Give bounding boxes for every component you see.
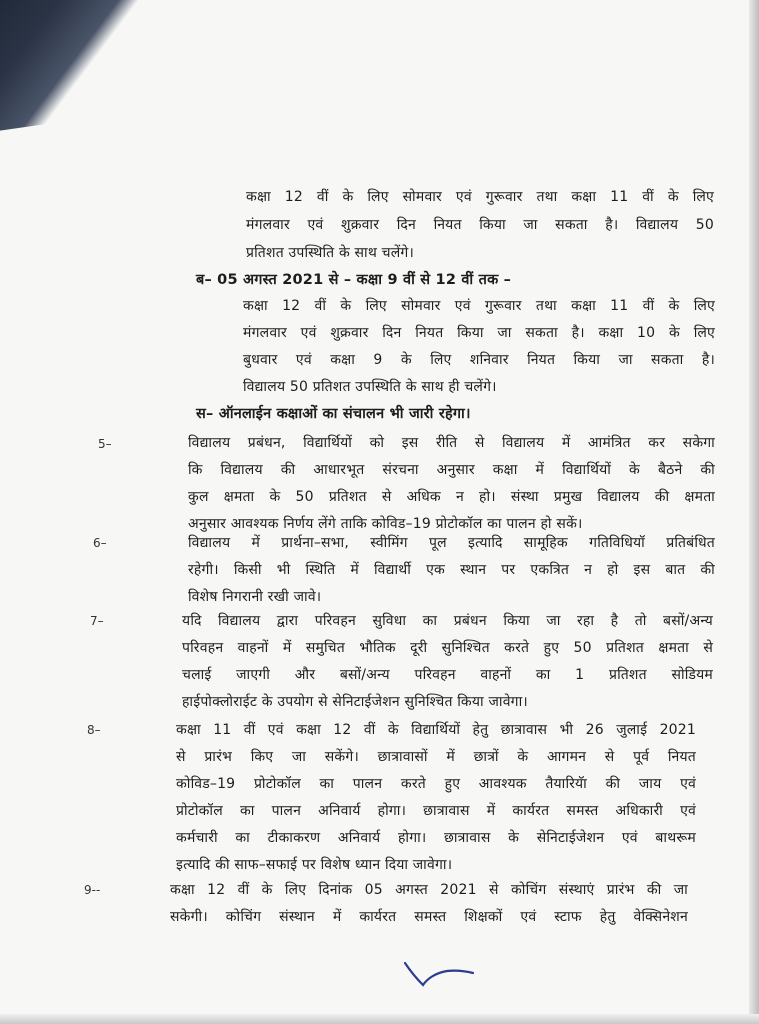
text-line: अनुसार आवश्यक निर्णय लेंगे ताकि कोविड–19 प्रोटोकॉल का पालन हो सकें। bbox=[188, 516, 583, 532]
text-line: बुधवार एवं कक्षा 9 के लिए शनिवार नियत किया जा सकता है। bbox=[243, 352, 715, 368]
text-line: विशेष निगरानी रखी जावे। bbox=[188, 589, 322, 605]
text-line: प्रतिशत उपस्थिति के साथ चलेंगे। bbox=[246, 245, 414, 261]
text-line: कि विद्यालय की आधारभूत संरचना अनुसार कक्षा में विद्यार्थियों के बैठने की bbox=[188, 462, 715, 478]
text-line: मंगलवार एवं शुक्रवार दिन नियत किया जा सकता है। विद्यालय 50 bbox=[246, 217, 714, 233]
page-edge-right bbox=[749, 0, 759, 1024]
text-line: चलाई जाएगी और बसों/अन्य परिवहन वाहनों का 1 प्रतिशत सोडियम bbox=[182, 667, 713, 683]
text-line: कक्षा 12 वीं के लिए सोमवार एवं गुरूवार तथा कक्षा 11 वीं के लिए bbox=[246, 189, 714, 205]
section-heading-b: ब– 05 अगस्त 2021 से – कक्षा 9 वीं से 12 वीं तक – bbox=[196, 272, 512, 288]
text-line: कक्षा 11 वीं एवं कक्षा 12 वीं के विद्यार्थियों हेतु छात्रावास भी 26 जुलाई 2021 bbox=[176, 722, 696, 738]
text-line: मंगलवार एवं शुक्रवार दिन नियत किया जा सकता है। कक्षा 10 के लिए bbox=[243, 325, 715, 341]
text-line: हाईपोक्लोराईट के उपयोग से सेनिटाईजेशन सुनिश्चित किया जावेगा। bbox=[182, 694, 528, 710]
text-line: प्रोटोकॉल का पालन अनिवार्य होगा। छात्रावास में कार्यरत समस्त अधिकारी एवं bbox=[176, 803, 696, 819]
text-line: कक्षा 12 वीं के लिए सोमवार एवं गुरूवार तथा कक्षा 11 वीं के लिए bbox=[243, 298, 715, 314]
text-line: कक्षा 12 वीं के लिए दिनांक 05 अगस्त 2021 से कोचिंग संस्थाएं प्रारंभ की जा bbox=[170, 882, 688, 898]
text-line: से प्रारंभ किए जा सकेंगे। छात्रावासों में छात्रों के आगमन से पूर्व नियत bbox=[176, 749, 696, 765]
item-number: 9-- bbox=[84, 883, 101, 897]
text-line: परिवहन वाहनों में समुचित भौतिक दूरी सुनिश्चित करते हुए 50 प्रतिशत क्षमता से bbox=[182, 640, 713, 656]
item-number: 5– bbox=[98, 437, 112, 451]
item-number: 6– bbox=[93, 536, 107, 550]
text-line: विद्यालय 50 प्रतिशत उपस्थिति के साथ ही चलेंगे। bbox=[243, 379, 497, 395]
page-edge-bottom bbox=[0, 1014, 759, 1024]
scan-shadow-corner bbox=[0, 0, 170, 132]
text-line: सकेगी। कोचिंग संस्थान में कार्यरत समस्त शिक्षकों एवं स्टाफ हेतु वेक्सिनेशन bbox=[170, 909, 688, 925]
text-line: यदि विद्यालय द्वारा परिवहन सुविधा का प्रबंधन किया जा रहा है तो बसों/अन्य bbox=[182, 613, 713, 629]
item-number: 7– bbox=[90, 614, 104, 628]
item-number: 8– bbox=[87, 723, 101, 737]
text-line: इत्यादि की साफ–सफाई पर विशेष ध्यान दिया जावेगा। bbox=[176, 857, 453, 873]
text-line: कोविड–19 प्रोटोकॉल का पालन करते हुए आवश्यक तैयारियॅा की जाय एवं bbox=[176, 776, 696, 792]
text-line: कुल क्षमता के 50 प्रतिशत से अधिक न हो। संस्था प्रमुख विद्यालय की क्षमता bbox=[188, 489, 715, 505]
text-line: कर्मचारी का टीकाकरण अनिवार्य होगा। छात्रावास के सेनिटाईजेशन एवं बाथरूम bbox=[176, 830, 696, 846]
text-line: विद्यालय प्रबंधन, विद्यार्थियों को इस रीति से विद्यालय में आमंत्रित कर सकेगा bbox=[188, 435, 715, 451]
section-heading-s: स– ऑनलाईन कक्षाओं का संचालन भी जारी रहेगा। bbox=[196, 406, 471, 422]
text-line: विद्यालय में प्रार्थना–सभा, स्वीमिंग पूल इत्यादि सामूहिक गतिविधियॉ प्रतिबंधित bbox=[188, 535, 715, 551]
text-line: रहेगी। किसी भी स्थिति में विद्यार्थी एक स्थान पर एकत्रित न हो इस बात की bbox=[188, 562, 715, 578]
handwritten-signature-mark bbox=[395, 955, 495, 995]
